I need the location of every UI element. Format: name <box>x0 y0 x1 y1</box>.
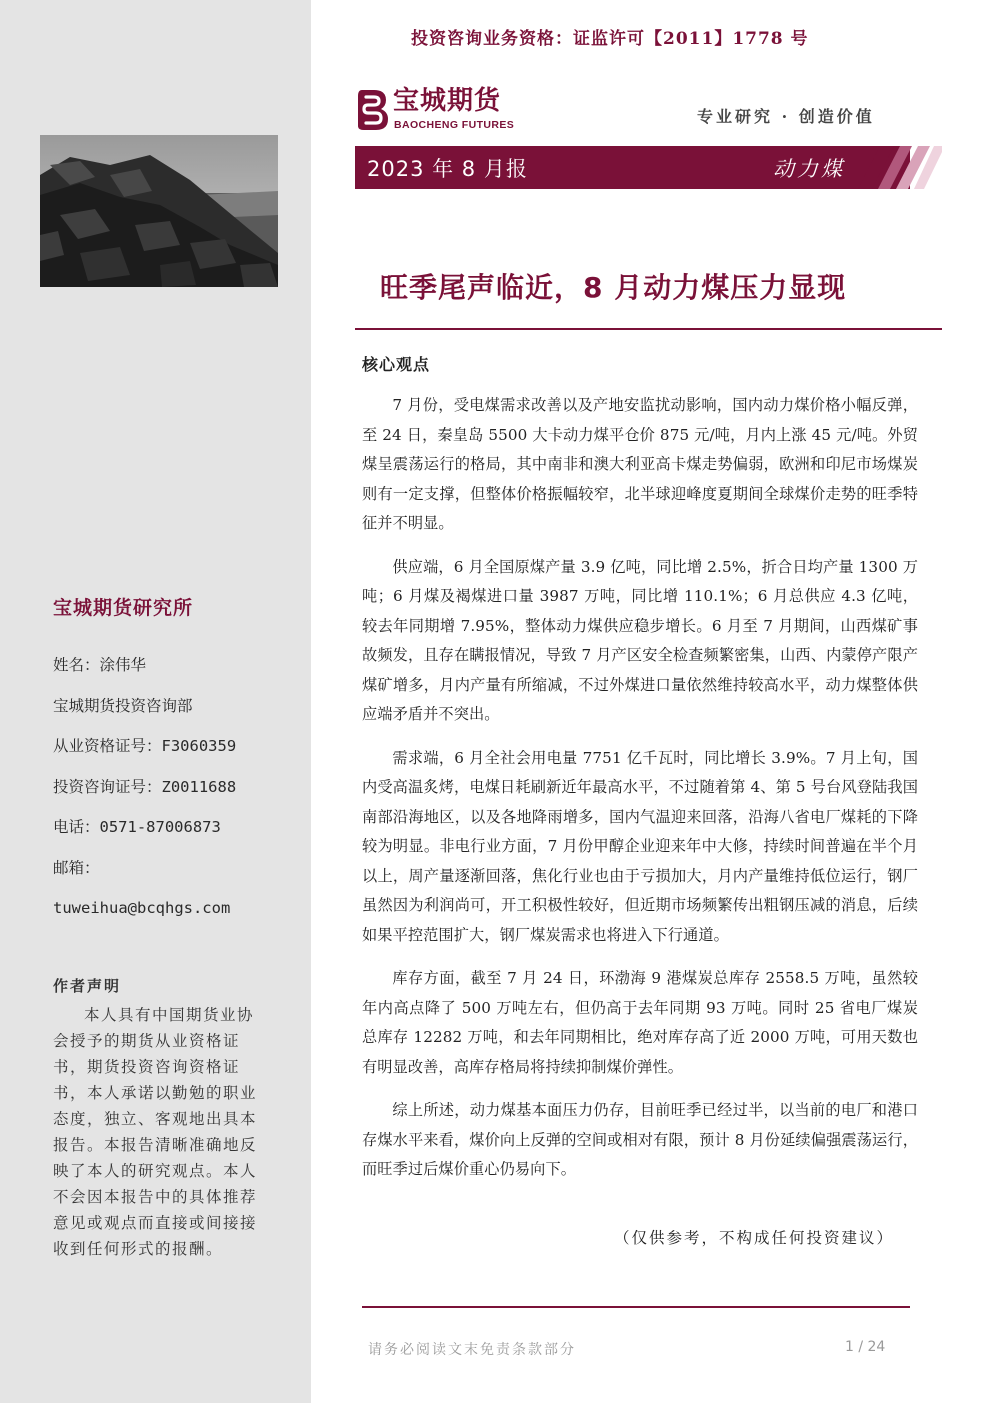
paragraph-demand: 需求端，6 月全社会用电量 7751 亿千瓦时，同比增长 3.9%。7 月上旬，国内受高温炙烤，电煤日耗刷新近年最高水平，不过随着第 4、第 5 号台风登陆我国南部沿海地区，以及各地降雨增多，国内气温迎来回落，沿海八省电厂煤耗的下降较为明显。非电行业方面，7 月份甲醇企业迎来年中大修，持续时间普遍在半个月以上，周产量逐渐回落，焦化行业也由于亏损加大，月内产量维持低位运行，钢厂虽然因为利润尚可，开工积极性较好，但近期市场频繁传出粗钢压减的消息，后续如果平控范围扩大，钢厂煤炭需求也将进入下行通道。 <box>362 748 918 944</box>
logo-chinese-name: 宝城期货 <box>393 86 502 116</box>
slogan: 专业研究 · 创造价值 <box>697 107 875 126</box>
coal-photo <box>40 135 278 287</box>
declaration-body: 本人具有中国期货业协会授予的期货从业资格证书，期货投资咨询资格证书，本人承诺以勤勉的职业态度，独立、客观地出具本报告。本报告清晰准确地反映了本人的研究观点。本人不会因本报告中的具体推荐意见或观点而直接或间接接收到任何形式的报酬。 <box>53 1006 258 1258</box>
footer-notice: 请务必阅读文末免责条款部分 <box>368 1342 576 1358</box>
report-date: 2023 年 8 月报 <box>367 157 528 181</box>
section-title: 核心观点 <box>362 355 431 374</box>
footer-divider <box>362 1306 910 1308</box>
declaration-title: 作者声明 <box>53 977 122 995</box>
sidebar <box>0 0 311 1403</box>
paragraph-price: 7 月份，受电煤需求改善以及产地安监扰动影响，国内动力煤价格小幅反弹，至 24 日，秦皇岛 5500 大卡动力煤平仓价 875 元/吨，月内上涨 45 元/吨。外贸煤呈震荡运行的格局，其中南非和澳大利亚高卡煤走势偏弱，欧洲和印尼市场煤炭则有一定支撑，但整体价格振幅较窄，北半球迎峰度夏期间全球煤价走势的旺季特征并不明显。 <box>362 396 918 532</box>
author-department: 宝城期货投资咨询部 <box>53 696 193 715</box>
phone-number: 电话：0571-87006873 <box>53 818 221 836</box>
license-line: 投资咨询业务资格：证监许可【2011】1778 号 <box>411 29 809 49</box>
page-number: 1 / 24 <box>845 1339 886 1355</box>
company-logo <box>356 86 556 134</box>
core-views-body <box>362 391 918 1199</box>
email-label: 邮箱： <box>53 858 100 877</box>
email-address[interactable]: tuweihua@bcqhgs.com <box>53 899 231 917</box>
investment-disclaimer: （仅供参考，不构成任何投资建议） <box>614 1229 895 1247</box>
report-banner <box>355 146 910 189</box>
paragraph-supply: 供应端，6 月全国原煤产量 3.9 亿吨，同比增 2.5%，折合日均产量 1300 万吨；6 月煤及褐煤进口量 3987 万吨，同比增 110.1%；6 月总供应 4.3 亿吨，较去年同期增 7.95%，整体动力煤供应稳步增长。6 月至 7 月期间，山西煤矿事故频发，且存在瞒报情况，导致 7 月产区安全检查频繁密集，山西、内蒙停产限产煤矿增多，月内产量有所缩减，不过外煤进口量依然维持较高水平，动力煤整体供应端矛盾并不突出。 <box>362 557 918 723</box>
author-contact <box>53 654 303 938</box>
coal-image <box>40 135 278 287</box>
headline-divider <box>355 328 942 330</box>
research-institute-title: 宝城期货研究所 <box>53 597 194 619</box>
consulting-number: 投资咨询证号：Z0011688 <box>53 777 237 796</box>
banner-stripes <box>858 146 942 189</box>
report-category: 动力煤 <box>773 157 845 181</box>
logo-b-icon <box>356 86 392 132</box>
report-headline: 旺季尾声临近，8 月动力煤压力显现 <box>380 271 847 304</box>
author-name: 姓名：涂伟华 <box>53 656 147 674</box>
declaration-text <box>53 1002 265 1262</box>
paragraph-inventory: 库存方面，截至 7 月 24 日，环渤海 9 港煤炭总库存 2558.5 万吨，虽然较年内高点降了 500 万吨左右，但仍高于去年同期 93 万吨。同时 25 省电厂煤炭总库存 12282 万吨，和去年同期相比，绝对库存高了近 2000 万吨，可用天数也有明显改善，高库存格局将持续抑制煤价弹性。 <box>362 969 918 1076</box>
paragraph-summary: 综上所述，动力煤基本面压力仍存，目前旺季已经过半，以当前的电厂和港口存煤水平来看，煤价向上反弹的空间或相对有限，预计 8 月份延续偏强震荡运行，而旺季过后煤价重心仍易向下。 <box>362 1101 918 1178</box>
logo-english-name: BAOCHENG FUTURES <box>394 119 515 131</box>
qualification-number: 从业资格证号：F3060359 <box>53 737 237 755</box>
